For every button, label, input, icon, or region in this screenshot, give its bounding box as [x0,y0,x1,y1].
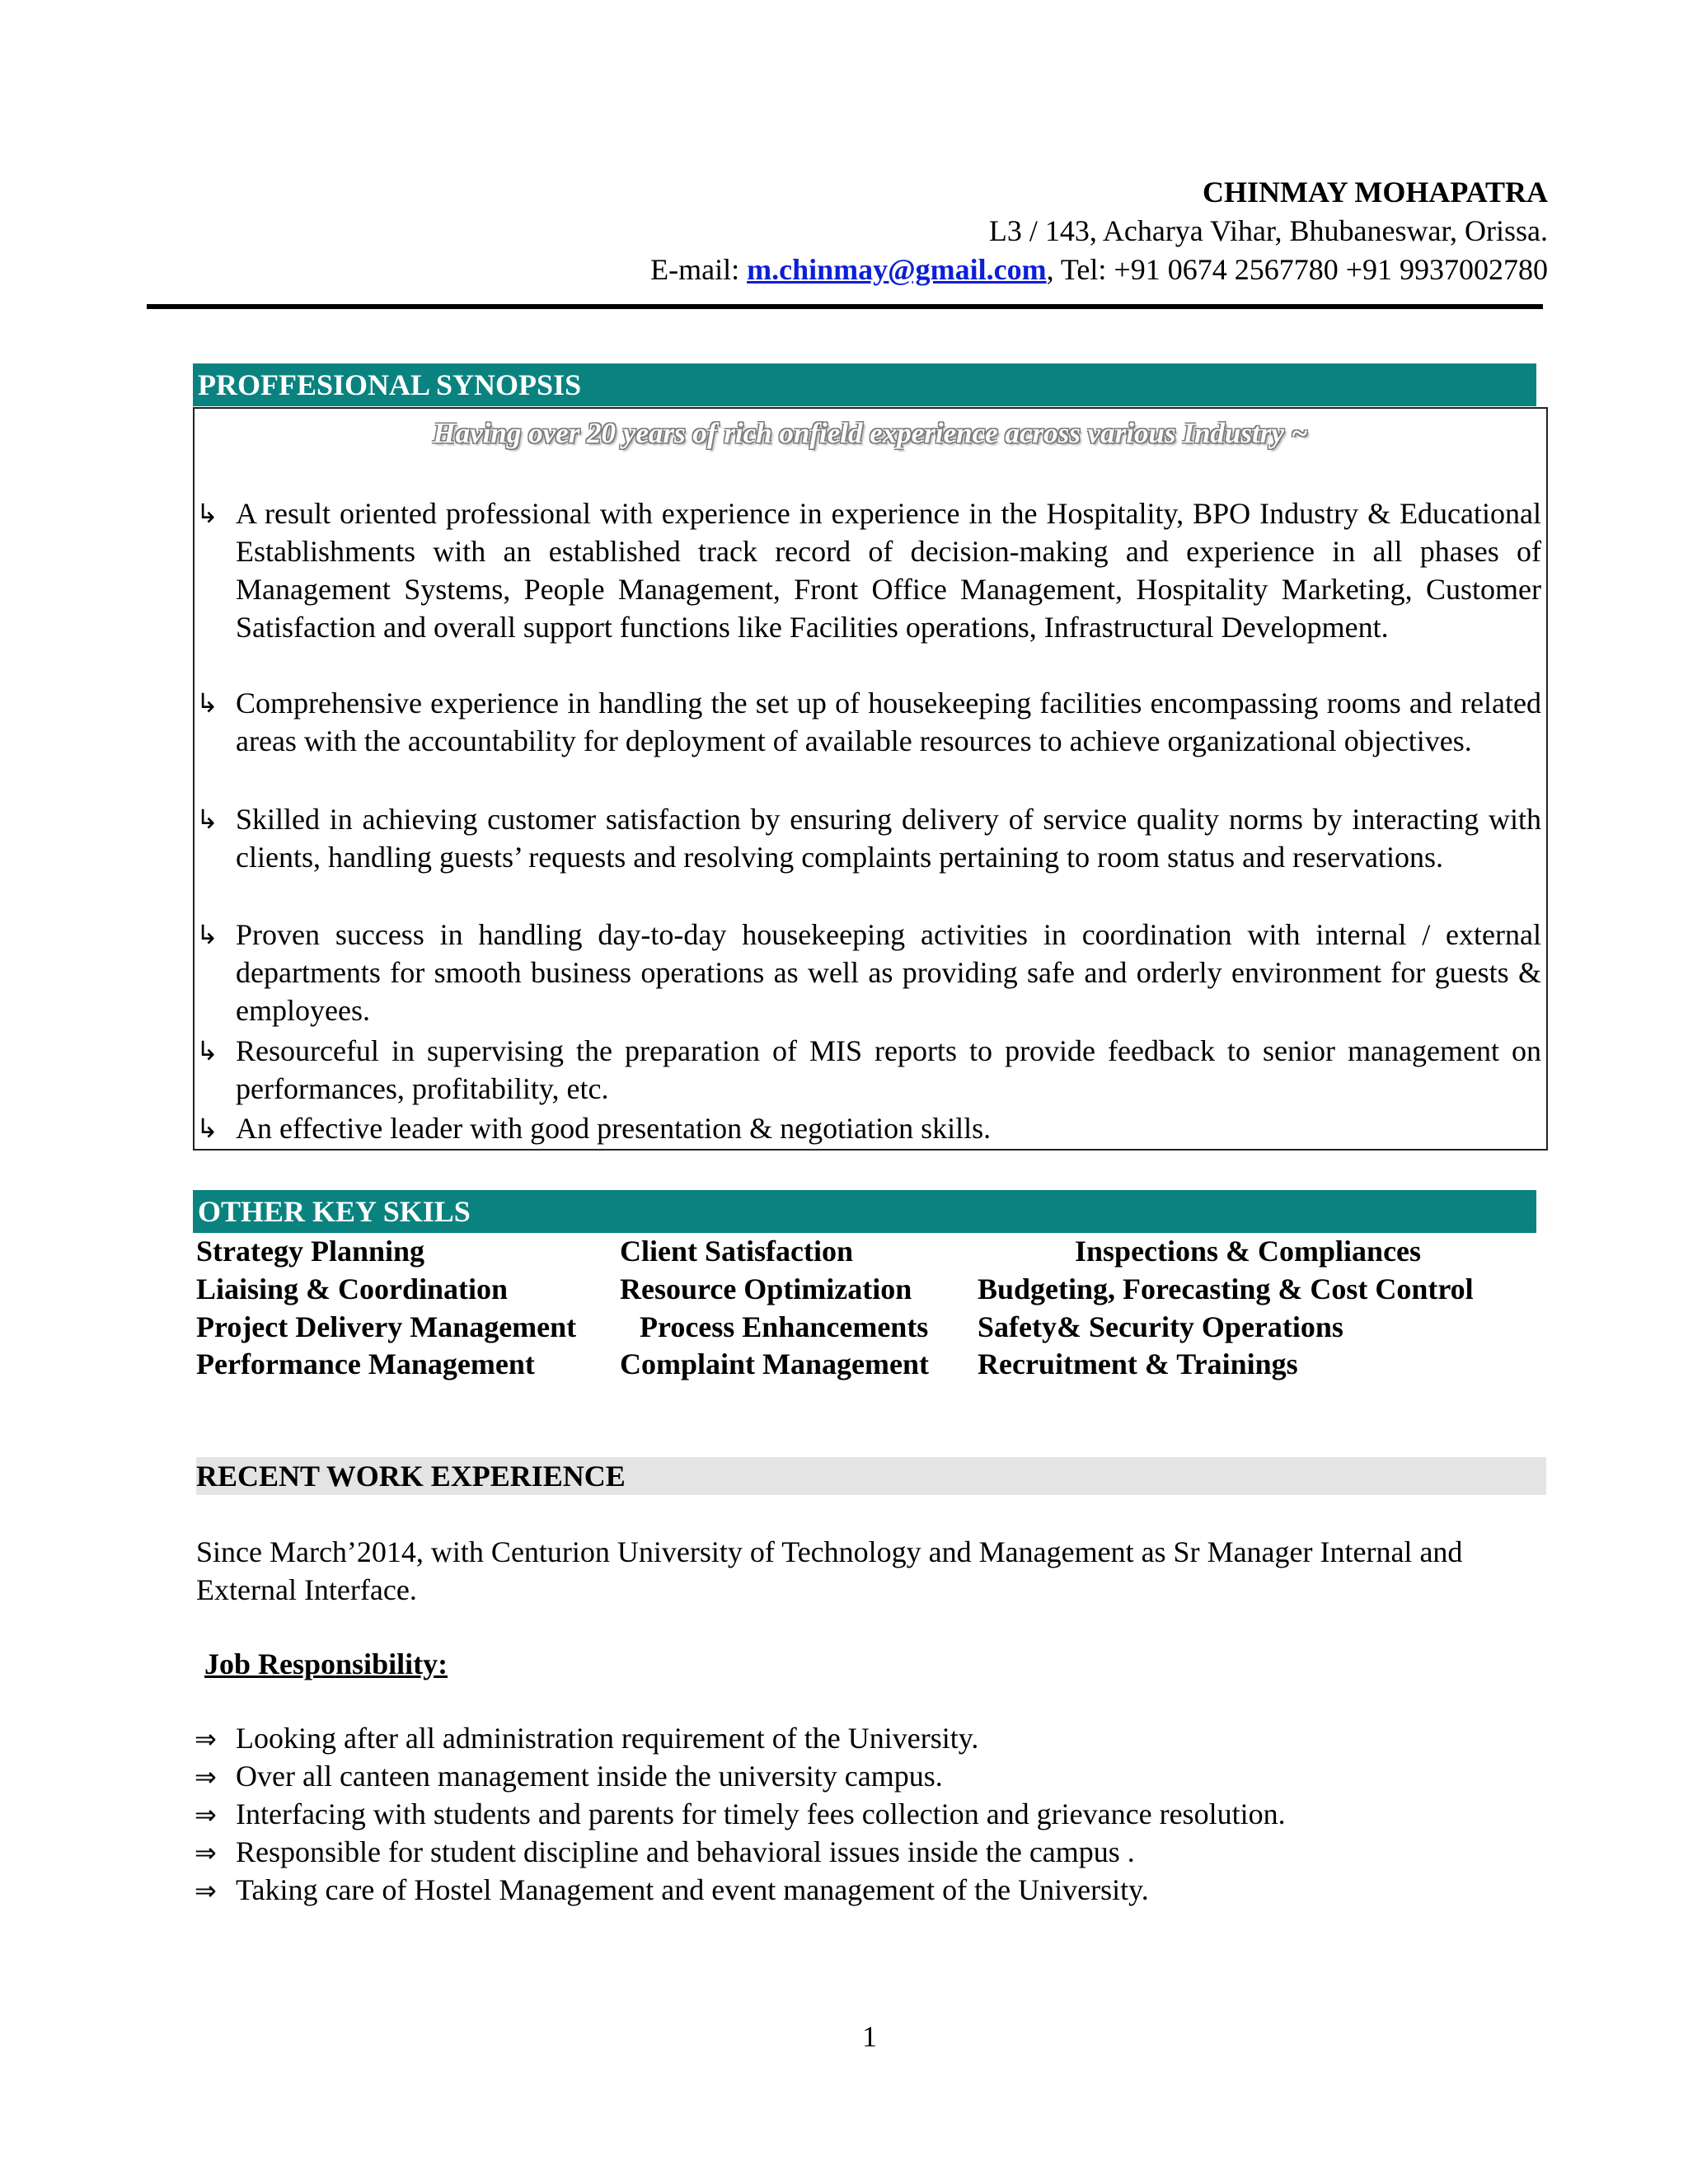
responsibility-text: Responsible for student discipline and behavioral issues inside the campus . [236,1835,1135,1868]
double-arrow-icon: ⇒ [195,1799,217,1830]
page-number: 1 [862,2020,877,2053]
skill-item: Recruitment & Trainings [978,1347,1298,1380]
synopsis-bullet [195,684,1545,760]
candidate-address: L3 / 143, Acharya Vihar, Bhubaneswar, Orissa. [988,214,1548,247]
skill-item: Process Enhancements [640,1310,929,1343]
double-arrow-icon: ⇒ [195,1875,217,1906]
synopsis-box [193,407,1548,1151]
responsibility-item [195,1759,943,1793]
experience-summary: Since March’2014, with Centurion University of Technology and Management as Sr Manager Internal and External Interface. [196,1535,1463,1606]
responsibility-text: Looking after all administration requirement of the University. [236,1722,979,1755]
double-arrow-icon: ⇒ [195,1723,217,1755]
skill-item: Liaising & Coordination [196,1272,509,1305]
hook-arrow-icon: ↳ [196,804,218,835]
responsibility-text: Taking care of Hostel Management and event management of the University. [236,1873,1149,1906]
skill-item: Resource Optimization [620,1272,912,1305]
synopsis-bullet-text: Comprehensive experience in handling the set up of housekeeping facilities encompassing rooms and related areas with the accountability for deployment of available resources to achieve organizational objectives. [236,687,1541,757]
skills-heading: OTHER KEY SKILS [193,1190,1536,1233]
responsibility-item [195,1797,1286,1831]
email-link[interactable]: m.chinmay@gmail.com [747,253,1047,286]
synopsis-bullet-text: Resourceful in supervising the preparation of MIS reports to provide feedback to senior management on performances, profitability, etc. [236,1034,1541,1105]
double-arrow-icon: ⇒ [195,1761,217,1793]
synopsis-heading: PROFFESIONAL SYNOPSIS [193,363,1536,406]
responsibility-text: Interfacing with students and parents for timely fees collection and grievance resolution. [236,1797,1286,1830]
synopsis-bullet [195,1109,1545,1147]
synopsis-bullet [195,916,1545,1029]
synopsis-bullet-text: An effective leader with good presentation & negotiation skills. [236,1112,992,1145]
skill-item: Performance Management [196,1347,535,1380]
synopsis-bullet [195,494,1545,646]
responsibility-item [195,1721,978,1755]
synopsis-bullet [195,1032,1545,1108]
contact-line [650,252,1548,287]
skill-item: Strategy Planning [196,1235,425,1268]
email-label: E-mail: [650,253,748,286]
hook-arrow-icon: ↳ [196,498,218,529]
responsibility-item [195,1872,1149,1907]
skill-item: Complaint Management [620,1347,929,1380]
responsibility-text: Over all canteen management inside the university campus. [236,1760,943,1793]
telephone-numbers: , Tel: +91 0674 2567780 +91 9937002780 [1046,253,1548,286]
job-responsibility-heading: Job Responsibility: [204,1647,448,1680]
synopsis-bullet [195,800,1545,876]
skill-item: Budgeting, Forecasting & Cost Control [978,1272,1474,1305]
double-arrow-icon: ⇒ [195,1837,217,1868]
synopsis-bullet-text: A result oriented professional with experience in experience in the Hospitality, BPO Industry & Educational Establishments with an established track record of decision-making and experience in all phases of Management Systems, People Management, Front Office Management, Hospitality Marketing, Customer Satisfaction and overall support functions like Facilities operations, Infrastructural Development. [236,497,1541,644]
skill-item: Safety& Security Operations [978,1310,1343,1343]
candidate-name: CHINMAY MOHAPATRA [1203,176,1548,209]
synopsis-bullet-text: Proven success in handling day-to-day housekeeping activities in coordination with internal / external departments for smooth business operations as well as providing safe and orderly environment for guests & employees. [236,918,1541,1027]
skill-item: Client Satisfaction [620,1235,853,1268]
synopsis-tagline: Having over 20 years of rich onfield experience across various Industry ~ [433,417,1308,449]
skill-item: Project Delivery Management [196,1310,577,1343]
experience-heading: RECENT WORK EXPERIENCE [196,1457,1546,1495]
header-divider [147,304,1543,309]
hook-arrow-icon: ↳ [196,919,218,950]
hook-arrow-icon: ↳ [196,1035,218,1066]
hook-arrow-icon: ↳ [196,1113,218,1144]
skill-item: Inspections & Compliances [1075,1235,1422,1268]
synopsis-bullet-text: Skilled in achieving customer satisfaction by ensuring delivery of service quality norms by interacting with clients, handling guests’ requests and resolving complaints pertaining to room status and reservations. [236,803,1541,874]
responsibility-item [195,1835,1135,1869]
hook-arrow-icon: ↳ [196,687,218,719]
